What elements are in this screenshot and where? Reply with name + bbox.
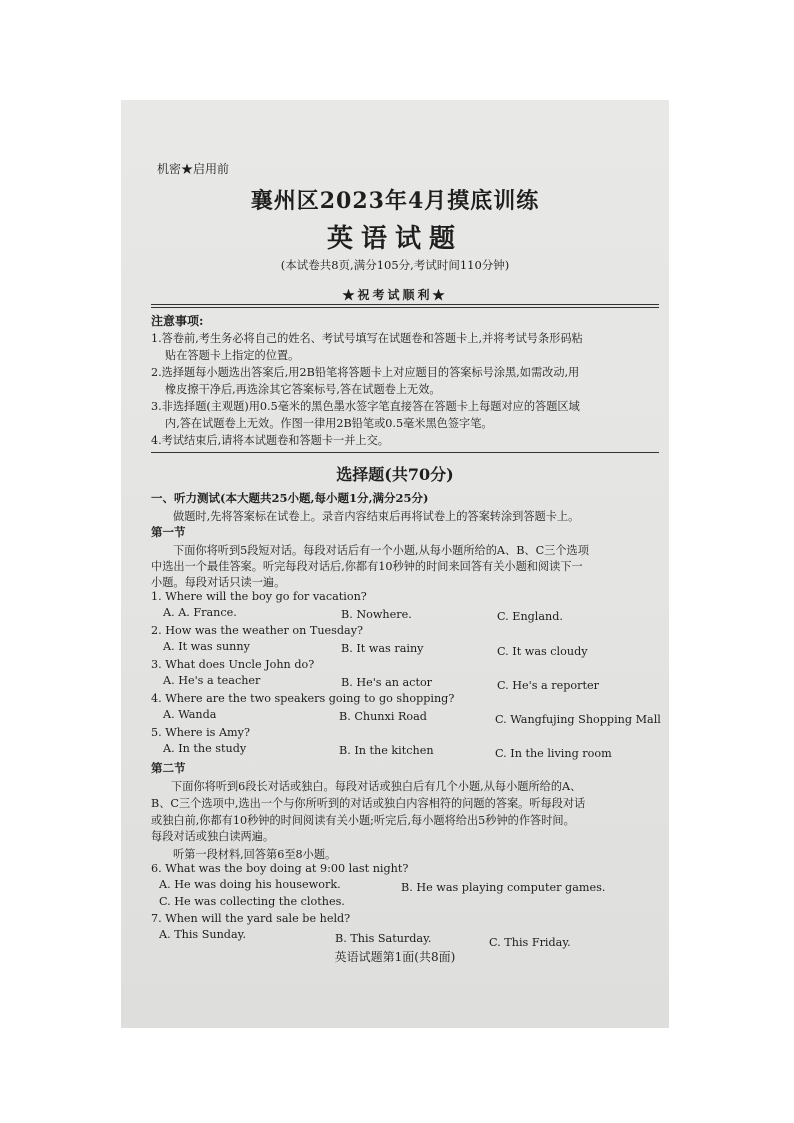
question-text: 3. What does Uncle John do? bbox=[151, 658, 315, 671]
option-c: C. This Friday. bbox=[489, 936, 571, 949]
part1-instruction: 小题。每段对话只读一遍。 bbox=[151, 576, 286, 589]
note-line: 4.考试结束后,请将本试题卷和答题卡一并上交。 bbox=[151, 434, 389, 447]
note-line: 2.选择题每小题选出答案后,用2B铅笔将答题卡上对应题目的答案标号涂黑,如需改动,用 bbox=[151, 366, 580, 379]
note-line: 内,答在试题卷上无效。作图一律用2B铅笔或0.5毫米黑色签字笔。 bbox=[165, 417, 493, 430]
option-a: A. It was sunny bbox=[163, 640, 250, 653]
note-line: 橡皮擦干净后,再选涂其它答案标号,答在试题卷上无效。 bbox=[165, 383, 441, 396]
question-text: 5. Where is Amy? bbox=[151, 726, 250, 739]
option-b: B. He was playing computer games. bbox=[401, 881, 606, 894]
option-b: B. Chunxi Road bbox=[339, 710, 427, 723]
exam-page bbox=[121, 100, 669, 1028]
option-b: B. Nowhere. bbox=[341, 608, 412, 621]
listening-heading: 一、听力测试(本大题共25小题,每小题1分,满分25分) bbox=[151, 491, 429, 505]
option-a: A. Wanda bbox=[163, 708, 217, 721]
notes-title: 注意事项: bbox=[151, 314, 204, 328]
page-footer: 英语试题第1面(共8面) bbox=[334, 950, 456, 964]
part1-instruction: 下面你将听到5段短对话。每段对话后有一个小题,从每小题所给的A、B、C三个选项 bbox=[173, 544, 589, 557]
section-title: 选择题(共70分) bbox=[336, 465, 454, 484]
part2-instruction: B、C三个选项中,选出一个与你所听到的对话或独白内容相符的问题的答案。听每段对话 bbox=[151, 797, 586, 810]
material-note: 听第一段材料,回答第6至8小题。 bbox=[173, 848, 337, 861]
option-c: C. In the living room bbox=[495, 747, 612, 760]
exam-title: 襄州区2023年4月摸底训练 bbox=[250, 188, 540, 214]
question-text: 6. What was the boy doing at 9:00 last night? bbox=[151, 862, 409, 875]
divider-top-2 bbox=[151, 307, 659, 308]
note-line: 3.非选择题(主观题)用0.5毫米的黑色墨水签字笔直接答在答题卡上每题对应的答题区域 bbox=[151, 400, 580, 413]
question-text: 2. How was the weather on Tuesday? bbox=[151, 624, 364, 637]
part1-instruction: 中选出一个最佳答案。听完每段对话后,你都有10秒钟的时间来回答有关小题和阅读下一 bbox=[151, 560, 583, 573]
good-luck-banner: ★祝考试顺利★ bbox=[342, 288, 448, 302]
option-b: B. He's an actor bbox=[341, 676, 433, 689]
divider-top bbox=[151, 304, 659, 305]
option-c: C. It was cloudy bbox=[497, 645, 588, 658]
question-text: 7. When will the yard sale be held? bbox=[151, 912, 351, 925]
part2-instruction: 或独白前,你都有10秒钟的时间阅读有关小题;听完后,每小题将给出5秒钟的作答时间。 bbox=[151, 814, 575, 827]
question-text: 1. Where will the boy go for vacation? bbox=[151, 590, 367, 603]
option-b: B. In the kitchen bbox=[339, 744, 434, 757]
divider-notes bbox=[151, 452, 659, 453]
option-a: A. He's a teacher bbox=[163, 674, 261, 687]
part2-instruction: 每段对话或独白读两遍。 bbox=[151, 830, 275, 843]
part1-title: 第一节 bbox=[151, 525, 186, 539]
option-a: A. This Sunday. bbox=[159, 928, 247, 941]
option-c: C. Wangfujing Shopping Mall bbox=[495, 713, 661, 726]
part2-title: 第二节 bbox=[151, 761, 186, 775]
option-a: A. In the study bbox=[163, 742, 247, 755]
question-text: 4. Where are the two speakers going to go shopping? bbox=[151, 692, 455, 705]
option-c: C. England. bbox=[497, 610, 563, 623]
subject-title: 英语试题 bbox=[326, 224, 463, 254]
option-a: A. He was doing his housework. bbox=[159, 878, 341, 891]
classification-label: 机密★启用前 bbox=[157, 162, 230, 176]
exam-info: (本试卷共8页,满分105分,考试时间110分钟) bbox=[280, 258, 510, 272]
option-c: C. He's a reporter bbox=[497, 679, 599, 692]
note-line: 贴在答题卡上指定的位置。 bbox=[165, 349, 300, 362]
option-b: B. It was rainy bbox=[341, 642, 424, 655]
listening-instruction: 做题时,先将答案标在试卷上。录音内容结束后再将试卷上的答案转涂到答题卡上。 bbox=[173, 510, 580, 523]
note-line: 1.答卷前,考生务必将自己的姓名、考试号填写在试题卷和答题卡上,并将考试号条形码粘 bbox=[151, 332, 583, 345]
option-b: B. This Saturday. bbox=[335, 932, 432, 945]
option-c: C. He was collecting the clothes. bbox=[159, 895, 345, 908]
part2-instruction: 下面你将听到6段长对话或独白。每段对话或独白后有几个小题,从每小题所给的A、 bbox=[171, 780, 582, 793]
option-a: A. A. France. bbox=[163, 606, 237, 619]
